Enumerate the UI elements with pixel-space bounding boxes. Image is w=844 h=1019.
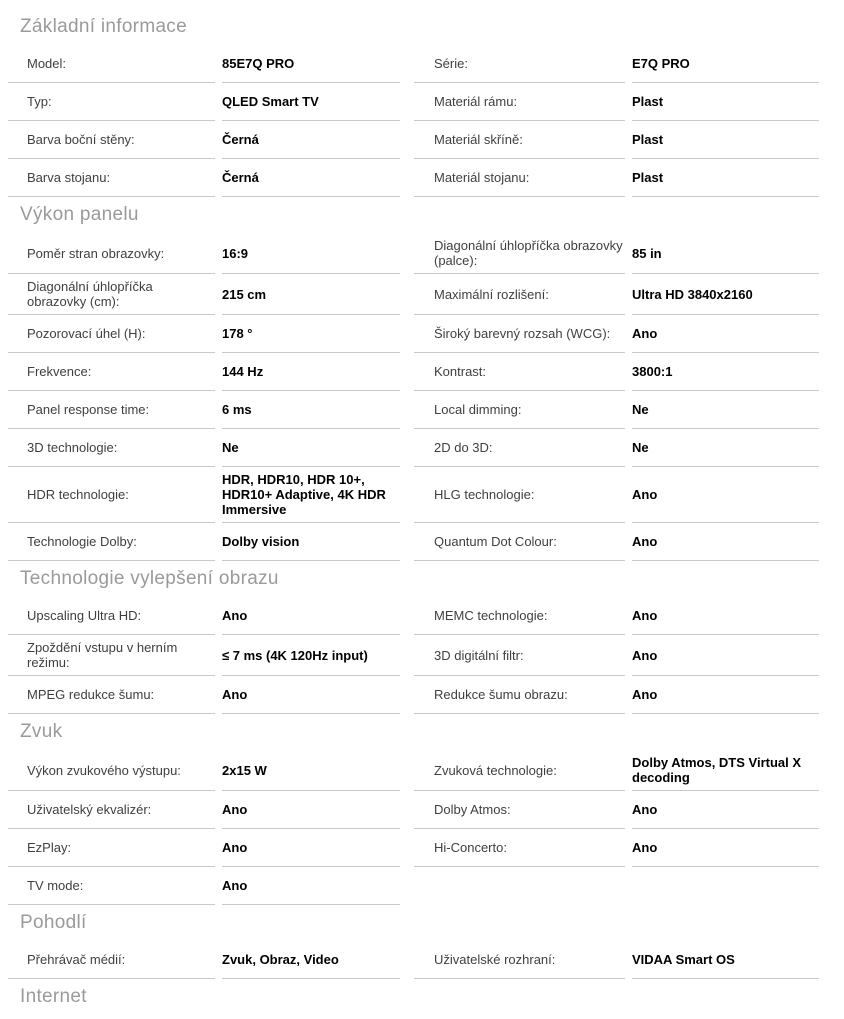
spec-value: Ano <box>222 791 400 829</box>
spec-value: Ano <box>632 597 819 635</box>
spec-label: Materiál skříně: <box>414 121 625 159</box>
spec-value: 144 Hz <box>222 353 400 391</box>
spec-value: Dolby vision <box>222 523 400 561</box>
spec-label: MEMC technologie: <box>414 597 625 635</box>
spec-value: Ano <box>222 867 400 905</box>
spec-label: Uživatelské rozhraní: <box>414 941 625 979</box>
spec-label: Široký barevný rozsah (WCG): <box>414 315 625 353</box>
spec-value: 16:9 <box>222 233 400 274</box>
spec-label: Zvuková technologie: <box>414 750 625 791</box>
spec-label: Diagonální úhlopříčka obrazovky (cm): <box>8 274 215 315</box>
spec-value: Ano <box>632 523 819 561</box>
spec-value: 3800:1 <box>632 353 819 391</box>
spec-label: 3D digitální filtr: <box>414 635 625 676</box>
spec-value: QLED Smart TV <box>222 83 400 121</box>
spec-label: Pozorovací úhel (H): <box>8 315 215 353</box>
spec-label: Model: <box>8 45 215 83</box>
spec-value: 178 ° <box>222 315 400 353</box>
spec-label: MPEG redukce šumu: <box>8 676 215 714</box>
spec-label: Přehrávač médií: <box>8 941 215 979</box>
spec-label: Diagonální úhlopříčka obrazovky (palce): <box>414 233 625 274</box>
spec-value: Zvuk, Obraz, Video <box>222 941 400 979</box>
spec-value: 215 cm <box>222 274 400 315</box>
spec-section <box>8 913 844 979</box>
spec-value: Ano <box>632 791 819 829</box>
spec-label: Výkon zvukového výstupu: <box>8 750 215 791</box>
spec-value: ≤ 7 ms (4K 120Hz input) <box>222 635 400 676</box>
spec-label: Barva stojanu: <box>8 159 215 197</box>
spec-table <box>8 941 819 979</box>
spec-label: Quantum Dot Colour: <box>414 523 625 561</box>
spec-label: Panel response time: <box>8 391 215 429</box>
section-title: Technologie vylepšení obrazu <box>20 568 279 589</box>
spec-table <box>8 597 819 714</box>
spec-value: Ne <box>632 391 819 429</box>
spec-label: Série: <box>414 45 625 83</box>
spec-label: Frekvence: <box>8 353 215 391</box>
spec-section <box>8 722 844 905</box>
spec-value: Ultra HD 3840x2160 <box>632 274 819 315</box>
spec-section <box>8 17 844 197</box>
spec-value: E7Q PRO <box>632 45 819 83</box>
section-title: Základní informace <box>20 16 187 37</box>
spec-value: VIDAA Smart OS <box>632 941 819 979</box>
spec-value: 2x15 W <box>222 750 400 791</box>
spec-label: Dolby Atmos: <box>414 791 625 829</box>
spec-value: Černá <box>222 121 400 159</box>
spec-label: Poměr stran obrazovky: <box>8 233 215 274</box>
spec-value: Ne <box>222 429 400 467</box>
spec-table <box>8 750 819 905</box>
spec-section <box>8 205 844 561</box>
spec-value: Dolby Atmos, DTS Virtual X decoding <box>632 750 819 791</box>
spec-table <box>8 45 819 197</box>
spec-label: Zpoždění vstupu v herním režimu: <box>8 635 215 676</box>
spec-label: Maximální rozlišení: <box>414 274 625 315</box>
spec-table <box>8 233 819 561</box>
spec-value: Plast <box>632 159 819 197</box>
spec-value: Ano <box>222 597 400 635</box>
spec-label: Local dimming: <box>414 391 625 429</box>
spec-value: Ano <box>222 676 400 714</box>
spec-label: Kontrast: <box>414 353 625 391</box>
spec-value: Plast <box>632 83 819 121</box>
spec-label: Hi-Concerto: <box>414 829 625 867</box>
spec-value: Ano <box>632 315 819 353</box>
spec-value: Ano <box>632 676 819 714</box>
spec-value: HDR, HDR10, HDR 10+, HDR10+ Adaptive, 4K HDR Immersive <box>222 467 400 523</box>
spec-sections <box>8 17 844 1007</box>
spec-value <box>632 867 819 905</box>
spec-value: Ano <box>632 635 819 676</box>
spec-value: Černá <box>222 159 400 197</box>
spec-value: 6 ms <box>222 391 400 429</box>
spec-label: EzPlay: <box>8 829 215 867</box>
spec-value: Plast <box>632 121 819 159</box>
spec-label: HDR technologie: <box>8 467 215 523</box>
spec-label: Materiál stojanu: <box>414 159 625 197</box>
spec-label: Technologie Dolby: <box>8 523 215 561</box>
spec-value: Ano <box>632 467 819 523</box>
spec-label: TV mode: <box>8 867 215 905</box>
spec-value: Ano <box>632 829 819 867</box>
spec-label: 2D do 3D: <box>414 429 625 467</box>
spec-label: Typ: <box>8 83 215 121</box>
spec-label: HLG technologie: <box>414 467 625 523</box>
spec-label <box>414 867 625 905</box>
spec-value: 85 in <box>632 233 819 274</box>
spec-section <box>8 987 844 1007</box>
section-title: Výkon panelu <box>20 204 139 225</box>
spec-value: 85E7Q PRO <box>222 45 400 83</box>
spec-section <box>8 569 844 714</box>
spec-label: Redukce šumu obrazu: <box>414 676 625 714</box>
spec-label: Upscaling Ultra HD: <box>8 597 215 635</box>
section-title: Internet <box>20 986 87 1007</box>
spec-value: Ne <box>632 429 819 467</box>
section-title: Pohodlí <box>20 912 87 933</box>
spec-label: 3D technologie: <box>8 429 215 467</box>
section-title: Zvuk <box>20 721 63 742</box>
spec-label: Materiál rámu: <box>414 83 625 121</box>
spec-label: Uživatelský ekvalizér: <box>8 791 215 829</box>
spec-label: Barva boční stěny: <box>8 121 215 159</box>
spec-value: Ano <box>222 829 400 867</box>
